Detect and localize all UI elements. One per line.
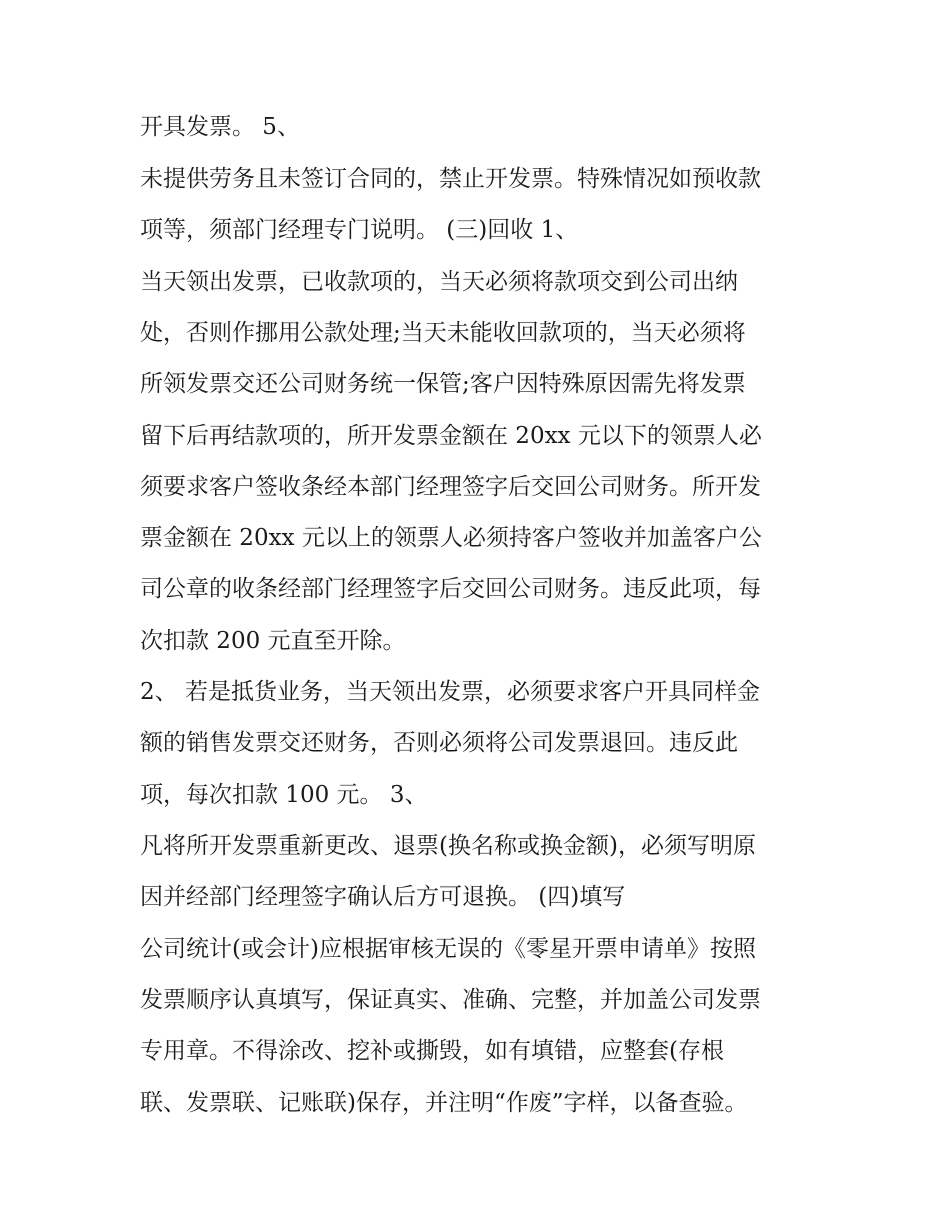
text-line: 项等，须部门经理专门说明。 (三)回收 1、 — [140, 217, 579, 243]
text-line: 额的销售发票交还财务，否则必须将公司发票退回。违反此 — [140, 730, 738, 756]
text-line: 因并经部门经理签字确认后方可退换。 (四)填写 — [140, 884, 626, 910]
text-line: 开具发票。 5、 — [140, 114, 300, 140]
text-line: 2、 若是抵货业务，当天领出发票，必须要求客户开具同样金 — [140, 679, 760, 705]
text-line: 当天领出发票，已收款项的，当天必须将款项交到公司出纳 — [140, 269, 738, 295]
text-line: 凡将所开发票重新更改、退票(换名称或换金额)，必须写明原 — [140, 833, 756, 859]
text-line: 票金额在 20xx 元以上的领票人必须持客户签收并加盖客户公 — [140, 525, 762, 551]
text-line: 司公章的收条经部门经理签字后交回公司财务。违反此项，每 — [140, 576, 761, 602]
text-line: 公司统计(或会计)应根据审核无误的《零星开票申请单》按照 — [140, 936, 756, 962]
text-line: 处，否则作挪用公款处理;当天未能收回款项的，当天必须将 — [140, 320, 746, 346]
text-line: 专用章。不得涂改、挖补或撕毁，如有填错，应整套(存根 — [140, 1038, 724, 1064]
text-line: 联、发票联、记账联)保存，并注明“作废”字样，以备查验。 — [140, 1090, 748, 1116]
text-line: 未提供劳务且未签订合同的，禁止开发票。特殊情况如预收款 — [140, 166, 761, 192]
text-line: 所领发票交还公司财务统一保管;客户因特殊原因需先将发票 — [140, 371, 746, 397]
text-line: 留下后再结款项的，所开发票金额在 20xx 元以下的领票人必 — [140, 423, 762, 449]
text-line: 须要求客户签收条经本部门经理签字后交回公司财务。所开发 — [140, 474, 761, 500]
text-line: 项，每次扣款 100 元。 3、 — [140, 782, 428, 808]
text-line: 次扣款 200 元直至开除。 — [140, 628, 406, 654]
text-line: 发票顺序认真填写，保证真实、准确、完整，并加盖公司发票 — [140, 987, 761, 1013]
